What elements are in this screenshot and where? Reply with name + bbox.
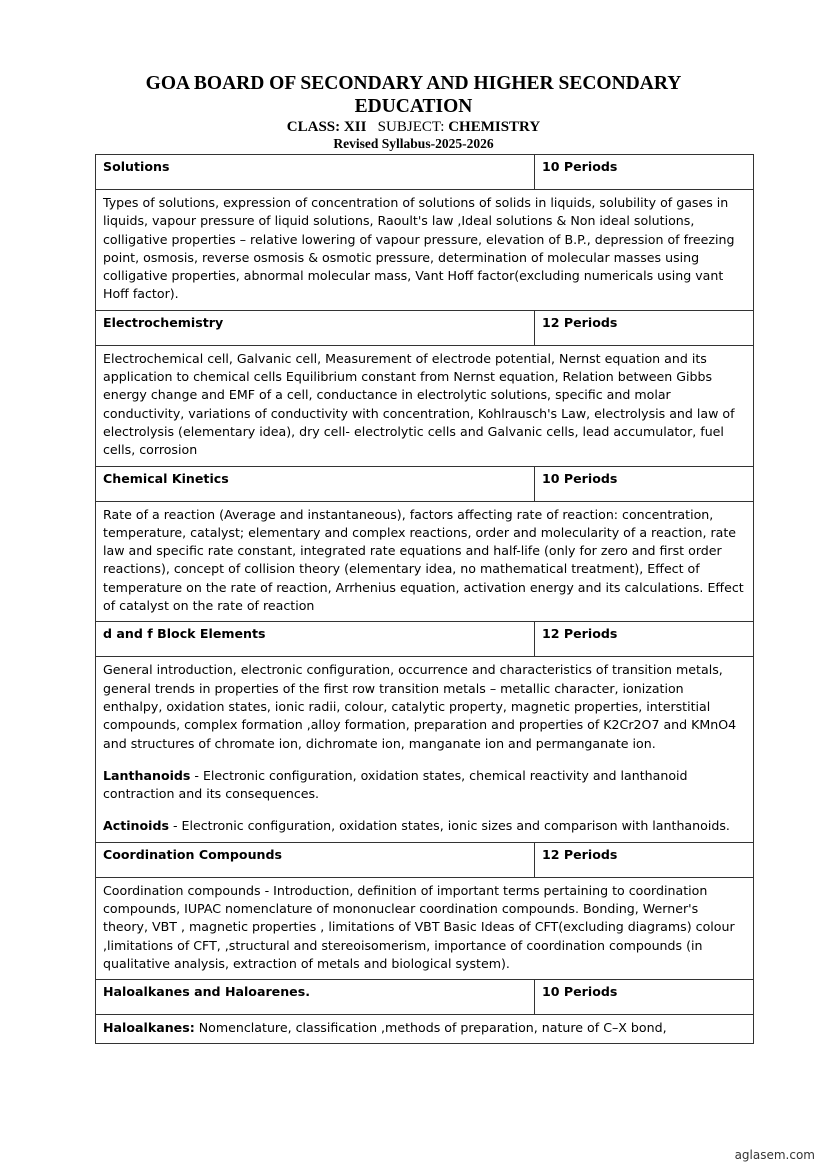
unit-header-row xyxy=(96,842,754,877)
syllabus-table xyxy=(95,154,754,1044)
unit-periods: 12 Periods xyxy=(535,622,754,657)
unit-header-row xyxy=(96,310,754,345)
lanthanoids-paragraph xyxy=(103,767,746,804)
haloalkanes-heading: Haloalkanes: xyxy=(103,1020,195,1036)
unit-periods: 12 Periods xyxy=(535,842,754,877)
class-value: XII xyxy=(343,119,367,135)
unit-content: Rate of a reaction (Average and instantaneous), factors affecting rate of reaction: concentration, temperature, catalyst; elementary and complex reactions, order and molecularity of a reaction, rate law and specific rate constant, integrated rate equations and half-life (only for zero and first order reactions), concept of collision theory (elementary idea, no mathematical treatment), Effect of temperature on the rate of reaction, Arrhenius equation, activation energy and its calculations. Effect of catalyst on the rate of reaction xyxy=(96,501,754,622)
actinoids-heading: Actinoids xyxy=(103,818,169,834)
haloalkanes-text: Nomenclature, classification ,methods of preparation, nature of C–X bond, xyxy=(194,1020,667,1036)
unit-content: Types of solutions, expression of concentration of solutions of solids in liquids, solubility of gases in liquids, vapour pressure of liquid solutions, Raoult's law ,Ideal solutions & Non ideal solutions, colligative properties – relative lowering of vapour pressure, elevation of B.P., depression of freezing point, osmosis, reverse osmosis & osmotic pressure, determination of molecular masses using colligative properties, abnormal molecular mass, Vant Hoff factor(excluding numericals using vant Hoff factor). xyxy=(96,190,754,311)
class-label: CLASS: xyxy=(286,119,341,135)
unit-topic: d and f Block Elements xyxy=(96,622,535,657)
unit-content: Electrochemical cell, Galvanic cell, Measurement of electrode potential, Nernst equation and its application to chemical cells Equilibrium constant from Nernst equation, Relation between Gibbs energy change and EMF of a cell, conductance in electrolytic solutions, specific and molar conductivity, variations of conductivity with concentration, Kohlrausch's Law, electrolysis and law of electrolysis (elementary idea), dry cell- electrolytic cells and Galvanic cells, lead accumulator, fuel cells, corrosion xyxy=(96,345,754,466)
actinoids-text: - Electronic configuration, oxidation states, ionic sizes and comparison with lanthanoids. xyxy=(169,818,730,834)
revised-syllabus-label: Revised Syllabus-2025-2026 xyxy=(333,136,494,151)
watermark-footer: aglasem.com xyxy=(734,1148,815,1162)
unit-header-row xyxy=(96,466,754,501)
subject-value: CHEMISTRY xyxy=(448,119,541,135)
unit-periods: 10 Periods xyxy=(535,155,754,190)
lanthanoids-text: - Electronic configuration, oxidation states, chemical reactivity and lanthanoid contraction and its consequences. xyxy=(103,767,688,802)
class-subject-line xyxy=(0,118,827,136)
unit-content: Coordination compounds - Introduction, definition of important terms pertaining to coordination compounds, IUPAC nomenclature of mononuclear coordination compounds. Bonding, Werner's theory, VBT , magnetic properties , limitations of VBT Basic Ideas of CFT(excluding diagrams) colour ,limitations of CFT, ,structural and stereoisomerism, importance of coordination compounds (in qualitative analysis, extraction of metals and biological system). xyxy=(96,877,754,979)
unit-content-row xyxy=(96,657,754,842)
unit-topic: Chemical Kinetics xyxy=(96,466,535,501)
unit-content xyxy=(96,1015,754,1044)
actinoids-paragraph xyxy=(103,817,746,835)
unit-topic: Electrochemistry xyxy=(96,310,535,345)
unit-header-row xyxy=(96,980,754,1015)
unit-content-row xyxy=(96,1015,754,1044)
unit-content-row xyxy=(96,501,754,622)
unit-periods: 12 Periods xyxy=(535,310,754,345)
unit-content xyxy=(96,657,754,842)
unit-periods: 10 Periods xyxy=(535,980,754,1015)
unit-periods: 10 Periods xyxy=(535,466,754,501)
unit-topic: Solutions xyxy=(96,155,535,190)
document-header xyxy=(0,72,827,152)
lanthanoids-heading: Lanthanoids xyxy=(103,767,191,783)
unit-topic: Coordination Compounds xyxy=(96,842,535,877)
unit-content-row xyxy=(96,190,754,311)
unit-header-row xyxy=(96,155,754,190)
unit-topic: Haloalkanes and Haloarenes. xyxy=(96,980,535,1015)
unit-content-row xyxy=(96,877,754,979)
unit-header-row xyxy=(96,622,754,657)
unit-content-row xyxy=(96,345,754,466)
transition-metals-paragraph: General introduction, electronic configuration, occurrence and characteristics of transition metals, general trends in properties of the first row transition metals – metallic character, ionization enthalpy, oxidation states, ionic radii, colour, catalytic property, magnetic properties, interstitial compounds, complex formation ,alloy formation, preparation and properties of K2Cr2O7 and KMnO4 and structures of chromate ion, dichromate ion, manganate ion and permanganate ion. xyxy=(103,662,737,751)
subject-label: SUBJECT: xyxy=(377,119,445,135)
board-title: GOA BOARD OF SECONDARY AND HIGHER SECONDARY EDUCATION xyxy=(145,73,682,117)
